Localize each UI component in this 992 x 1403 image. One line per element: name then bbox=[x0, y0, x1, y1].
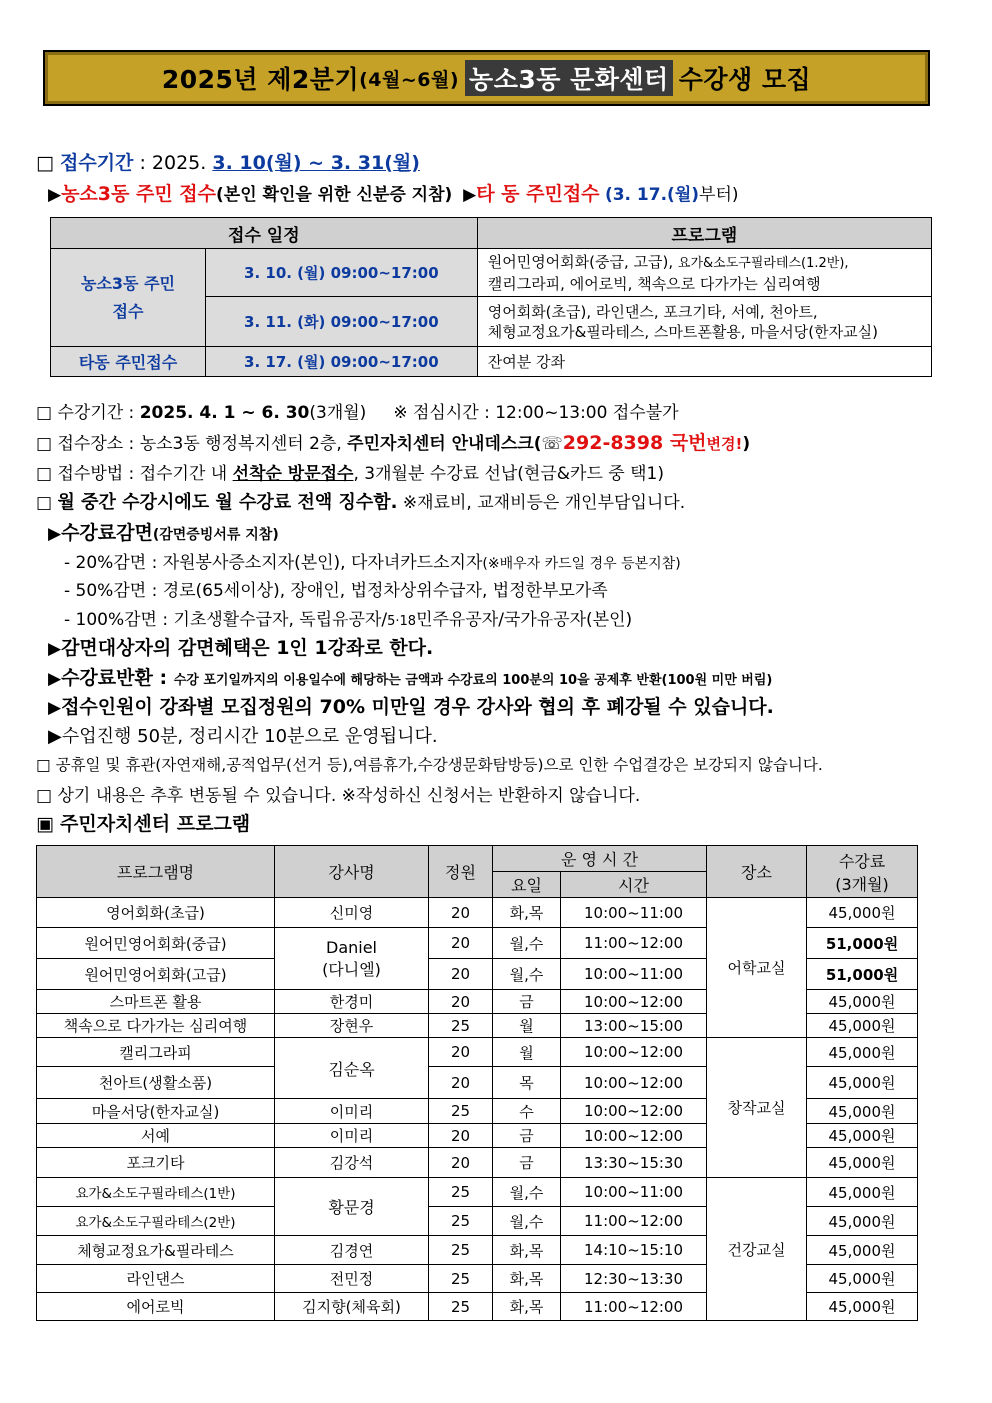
day: 금 bbox=[493, 1124, 561, 1148]
fee: 45,000원 bbox=[807, 1148, 918, 1178]
col-day: 요일 bbox=[493, 872, 561, 898]
date-cell: 3. 17. (월) 09:00~17:00 bbox=[206, 347, 478, 377]
reception-dates: 3. 10(월) ~ 3. 31(월) bbox=[212, 152, 420, 174]
reception-period bbox=[36, 148, 420, 175]
class-time-text: 수업진행 50분, 정리시간 10분으로 운영됩니다. bbox=[61, 726, 438, 747]
program-name: 천아트(생활소품) bbox=[37, 1067, 275, 1099]
place-label: 접수장소 : 농소3동 행정복지센터 2층, bbox=[57, 434, 348, 454]
reception-label: 접수기간 bbox=[60, 152, 134, 174]
program-name: 원어민영어회화(고급) bbox=[37, 959, 275, 990]
time: 12:30~13:30 bbox=[561, 1265, 707, 1293]
capacity: 20 bbox=[429, 1124, 493, 1148]
time: 10:00~11:00 bbox=[561, 959, 707, 990]
teacher: 전민정 bbox=[275, 1265, 429, 1293]
discount-50-text: - 50%감면 : 경로(65세이상), 장애인, 법정차상위수급자, 법정한부모가족 bbox=[64, 581, 608, 601]
teacher: 김순옥 bbox=[275, 1038, 429, 1099]
checkbox-icon: □ bbox=[36, 493, 53, 513]
day: 화,목 bbox=[493, 898, 561, 928]
other-group-cell: 타동 주민접수 bbox=[51, 347, 206, 377]
place-close: ) bbox=[742, 434, 751, 454]
program-text: 캘리그라피, 에어로빅, 책속으로 다가가는 심리여행 bbox=[487, 274, 821, 293]
title-period: (4월~6월) bbox=[359, 68, 460, 91]
teacher: 김지향(체육회) bbox=[275, 1293, 429, 1321]
checkbox-icon: □ bbox=[36, 464, 53, 484]
time: 13:30~15:30 bbox=[561, 1148, 707, 1178]
program-cell bbox=[477, 297, 931, 347]
day: 목 bbox=[493, 1067, 561, 1099]
time: 11:00~12:00 bbox=[561, 928, 707, 959]
capacity: 25 bbox=[429, 1265, 493, 1293]
program-name: 캘리그라피 bbox=[37, 1038, 275, 1067]
program-name: 스마트폰 활용 bbox=[37, 990, 275, 1014]
program-text: 영어회화(초급), 라인댄스, 포크기타, 서예, 천아트, bbox=[487, 302, 818, 321]
capacity: 25 bbox=[429, 1178, 493, 1207]
local-group-cell: 농소3동 주민 접수 bbox=[51, 249, 206, 347]
time: 13:00~15:00 bbox=[561, 1014, 707, 1038]
capacity: 20 bbox=[429, 898, 493, 928]
phone-icon: ☏ bbox=[541, 434, 563, 454]
program-text-small: 요가&소도구필라테스(1.2반), bbox=[677, 255, 849, 271]
program-name: 체형교정요가&필라테스 bbox=[37, 1236, 275, 1265]
study-period bbox=[36, 398, 679, 423]
day: 화,목 bbox=[493, 1236, 561, 1265]
teacher: 황문경 bbox=[275, 1178, 429, 1236]
phone-number: 292-8398 국번 bbox=[562, 432, 707, 454]
midmonth-bold: 월 중간 수강시에도 월 수강료 전액 징수함. bbox=[57, 492, 398, 513]
refund-label: 수강료반환 : bbox=[61, 667, 174, 689]
col-time-group: 운 영 시 간 bbox=[493, 846, 707, 872]
time: 10:00~12:00 bbox=[561, 1038, 707, 1067]
time: 10:00~12:00 bbox=[561, 1099, 707, 1124]
fee: 45,000원 bbox=[807, 990, 918, 1014]
program-name: 원어민영어회화(중급) bbox=[37, 928, 275, 959]
teacher-name-korean: (다니엘) bbox=[322, 959, 381, 979]
teacher: 장현우 bbox=[275, 1014, 429, 1038]
teacher bbox=[275, 928, 429, 990]
fee: 45,000원 bbox=[807, 1124, 918, 1148]
program-cell bbox=[477, 249, 931, 297]
program-heading bbox=[36, 809, 250, 836]
title-year: 2025년 제2분기 bbox=[161, 65, 360, 94]
program-name: 요가&소도구필라테스(2반) bbox=[37, 1207, 275, 1236]
refund-text: 수강 포기일까지의 이용일수에 해당하는 금액과 수강료의 100분의 10을 공제후 반환(100원 미만 버림) bbox=[173, 673, 773, 688]
program-name: 에어로빅 bbox=[37, 1293, 275, 1321]
discount-100-text: - 100%감면 : 기초생활수급자, 독립유공자/ bbox=[64, 610, 388, 630]
place: 건강교실 bbox=[707, 1178, 807, 1321]
time: 11:00~12:00 bbox=[561, 1293, 707, 1321]
day: 월,수 bbox=[493, 1178, 561, 1207]
time: 11:00~12:00 bbox=[561, 1207, 707, 1236]
local-label: 농소3동 주민 접수 bbox=[61, 183, 217, 205]
discount-label: 수강료감면 bbox=[61, 522, 153, 544]
lunch-note: ※ 점심시간 : 12:00~13:00 접수불가 bbox=[393, 403, 679, 423]
time: 10:00~12:00 bbox=[561, 1124, 707, 1148]
discount-note: (감면증빙서류 지참) bbox=[152, 527, 279, 543]
day: 월,수 bbox=[493, 959, 561, 990]
triangle-icon: ▶ bbox=[48, 639, 62, 659]
discount-100-small: 5·18 bbox=[387, 614, 417, 629]
reception-groups bbox=[48, 179, 739, 206]
teacher: 김경연 bbox=[275, 1236, 429, 1265]
fee: 45,000원 bbox=[807, 1014, 918, 1038]
holiday-note bbox=[36, 753, 823, 775]
time: 10:00~12:00 bbox=[561, 990, 707, 1014]
day: 수 bbox=[493, 1099, 561, 1124]
capacity: 25 bbox=[429, 1293, 493, 1321]
time: 10:00~11:00 bbox=[561, 1178, 707, 1207]
time: 10:00~11:00 bbox=[561, 898, 707, 928]
page-title bbox=[43, 50, 930, 106]
period-months: (3개월) bbox=[309, 403, 367, 423]
date-cell: 3. 10. (월) 09:00~17:00 bbox=[206, 249, 478, 297]
other-date: (3. 17.(월) bbox=[604, 185, 700, 205]
reception-colon: : 2025. bbox=[133, 152, 207, 174]
col-time: 시간 bbox=[561, 872, 707, 898]
program-table bbox=[36, 845, 918, 1321]
checkbox-icon: □ bbox=[36, 786, 53, 806]
teacher: 이미리 bbox=[275, 1124, 429, 1148]
checkbox-icon: □ bbox=[36, 434, 53, 454]
title-center: 농소3동 문화센터 bbox=[465, 60, 673, 96]
discount-20-text: - 20%감면 : 자원봉사증소지자(본인), 다자녀카드소지자 bbox=[64, 553, 483, 573]
refund-note bbox=[48, 663, 772, 690]
program-name: 요가&소도구필라테스(1반) bbox=[37, 1178, 275, 1207]
one-course-note bbox=[48, 633, 433, 660]
time: 10:00~12:00 bbox=[561, 1067, 707, 1099]
place: 어학교실 bbox=[707, 898, 807, 1038]
filled-square-icon: ▣ bbox=[36, 813, 54, 835]
phone-change: 변경! bbox=[706, 435, 743, 453]
date-cell: 3. 11. (화) 09:00~17:00 bbox=[206, 297, 478, 347]
teacher: 이미리 bbox=[275, 1099, 429, 1124]
day: 금 bbox=[493, 1148, 561, 1178]
checkbox-icon: □ bbox=[36, 756, 51, 774]
class-time-note bbox=[48, 722, 438, 748]
triangle-icon: ▶ bbox=[48, 726, 62, 747]
col-fee-sub: (3개월) bbox=[835, 874, 889, 894]
table-row bbox=[37, 1038, 918, 1067]
fee: 45,000원 bbox=[807, 1178, 918, 1207]
title-suffix: 수강생 모집 bbox=[678, 65, 812, 94]
discount-50 bbox=[64, 576, 608, 601]
period-value: 2025. 4. 1 ~ 6. 30 bbox=[139, 403, 310, 423]
program-text: 원어민영어회화(중급, 고급), bbox=[487, 252, 678, 271]
day: 금 bbox=[493, 990, 561, 1014]
teacher: 신미영 bbox=[275, 898, 429, 928]
method-label: 접수방법 : 접수기간 내 bbox=[57, 464, 233, 484]
col-name: 프로그램명 bbox=[37, 846, 275, 898]
discount-100-rest: 민주유공자/국가유공자(본인) bbox=[416, 610, 633, 630]
program-name: 영어회화(초급) bbox=[37, 898, 275, 928]
schedule-table bbox=[50, 217, 932, 377]
day: 화,목 bbox=[493, 1293, 561, 1321]
capacity: 20 bbox=[429, 1038, 493, 1067]
one-course-text: 감면대상자의 감면혜택은 1인 1강좌로 한다. bbox=[61, 637, 434, 659]
period-label: 수강기간 : bbox=[57, 403, 140, 423]
capacity: 20 bbox=[429, 928, 493, 959]
fee: 45,000원 bbox=[807, 1207, 918, 1236]
reception-method bbox=[36, 459, 664, 484]
triangle-icon: ▶ bbox=[48, 698, 62, 718]
fee: 45,000원 bbox=[807, 898, 918, 928]
teacher-name: Daniel bbox=[326, 937, 377, 957]
program-cell: 잔여분 강좌 bbox=[477, 347, 931, 377]
fee: 45,000원 bbox=[807, 1067, 918, 1099]
capacity: 20 bbox=[429, 1148, 493, 1178]
day: 월,수 bbox=[493, 1207, 561, 1236]
triangle-icon: ▶ bbox=[48, 524, 62, 544]
triangle-icon: ▶ bbox=[48, 185, 62, 205]
day: 월 bbox=[493, 1038, 561, 1067]
fee: 45,000원 bbox=[807, 1099, 918, 1124]
discount-20-note: (※배우자 카드일 경우 등본지참) bbox=[482, 556, 681, 572]
fee: 51,000원 bbox=[807, 928, 918, 959]
midmonth-rest: ※재료비, 교재비등은 개인부담입니다. bbox=[397, 493, 686, 513]
fee: 45,000원 bbox=[807, 1265, 918, 1293]
capacity: 25 bbox=[429, 1014, 493, 1038]
cancel-note bbox=[48, 692, 774, 719]
local-note: (본인 확인을 위한 신분증 지참) bbox=[216, 185, 453, 205]
fee: 45,000원 bbox=[807, 1236, 918, 1265]
col-teacher: 강사명 bbox=[275, 846, 429, 898]
cancel-text: 접수인원이 강좌별 모집정원의 70% 미만일 경우 강사와 협의 후 폐강될 수 있습니다. bbox=[61, 696, 774, 718]
program-name: 라인댄스 bbox=[37, 1265, 275, 1293]
capacity: 25 bbox=[429, 1207, 493, 1236]
schedule-header: 접수 일정 bbox=[51, 218, 478, 249]
program-name: 책속으로 다가가는 심리여행 bbox=[37, 1014, 275, 1038]
holiday-text: 공휴일 및 휴관(자연재해,공적업무(선거 등),여름휴가,수강생문화탐방등)으로 인한 수업결강은 보강되지 않습니다. bbox=[55, 756, 823, 774]
reception-place bbox=[36, 428, 750, 455]
discount-20 bbox=[64, 548, 681, 573]
capacity: 20 bbox=[429, 990, 493, 1014]
midmonth-note bbox=[36, 488, 685, 514]
capacity: 20 bbox=[429, 1067, 493, 1099]
place: 창작교실 bbox=[707, 1038, 807, 1178]
change-note bbox=[36, 781, 640, 806]
other-label: 타 동 주민접수 bbox=[476, 183, 600, 205]
discount-100 bbox=[64, 605, 632, 630]
capacity: 20 bbox=[429, 959, 493, 990]
day: 화,목 bbox=[493, 1265, 561, 1293]
col-place: 장소 bbox=[707, 846, 807, 898]
method-rest: , 3개월분 수강료 선납(현금&카드 중 택1) bbox=[353, 464, 664, 484]
program-name: 포크기타 bbox=[37, 1148, 275, 1178]
col-fee-label: 수강료 bbox=[838, 851, 886, 871]
checkbox-icon: □ bbox=[36, 403, 53, 423]
table-row bbox=[37, 898, 918, 928]
other-suffix: 부터) bbox=[699, 185, 739, 205]
fee: 45,000원 bbox=[807, 1293, 918, 1321]
program-heading-text: 주민자치센터 프로그램 bbox=[60, 813, 251, 835]
change-text: 상기 내용은 추후 변동될 수 있습니다. ※작성하신 신청서는 반환하지 않습니다. bbox=[57, 786, 641, 806]
day: 월,수 bbox=[493, 928, 561, 959]
col-fee bbox=[807, 846, 918, 898]
teacher: 한경미 bbox=[275, 990, 429, 1014]
triangle-icon: ▶ bbox=[463, 185, 477, 205]
day: 월 bbox=[493, 1014, 561, 1038]
teacher: 김강석 bbox=[275, 1148, 429, 1178]
method-bold: 선착순 방문접수 bbox=[232, 464, 354, 484]
program-text: 체형교정요가&필라테스, 스마트폰활용, 마을서당(한자교실) bbox=[487, 322, 878, 341]
discount-title bbox=[48, 518, 279, 545]
capacity: 25 bbox=[429, 1236, 493, 1265]
fee: 51,000원 bbox=[807, 959, 918, 990]
col-capacity: 정원 bbox=[429, 846, 493, 898]
place-desk: 주민자치센터 안내데스크( bbox=[347, 434, 542, 454]
capacity: 25 bbox=[429, 1099, 493, 1124]
program-name: 마을서당(한자교실) bbox=[37, 1099, 275, 1124]
triangle-icon: ▶ bbox=[48, 669, 62, 689]
checkbox-icon: □ bbox=[36, 152, 54, 174]
program-name: 서예 bbox=[37, 1124, 275, 1148]
table-row bbox=[37, 1178, 918, 1207]
time: 14:10~15:10 bbox=[561, 1236, 707, 1265]
fee: 45,000원 bbox=[807, 1038, 918, 1067]
program-header: 프로그램 bbox=[477, 218, 931, 249]
